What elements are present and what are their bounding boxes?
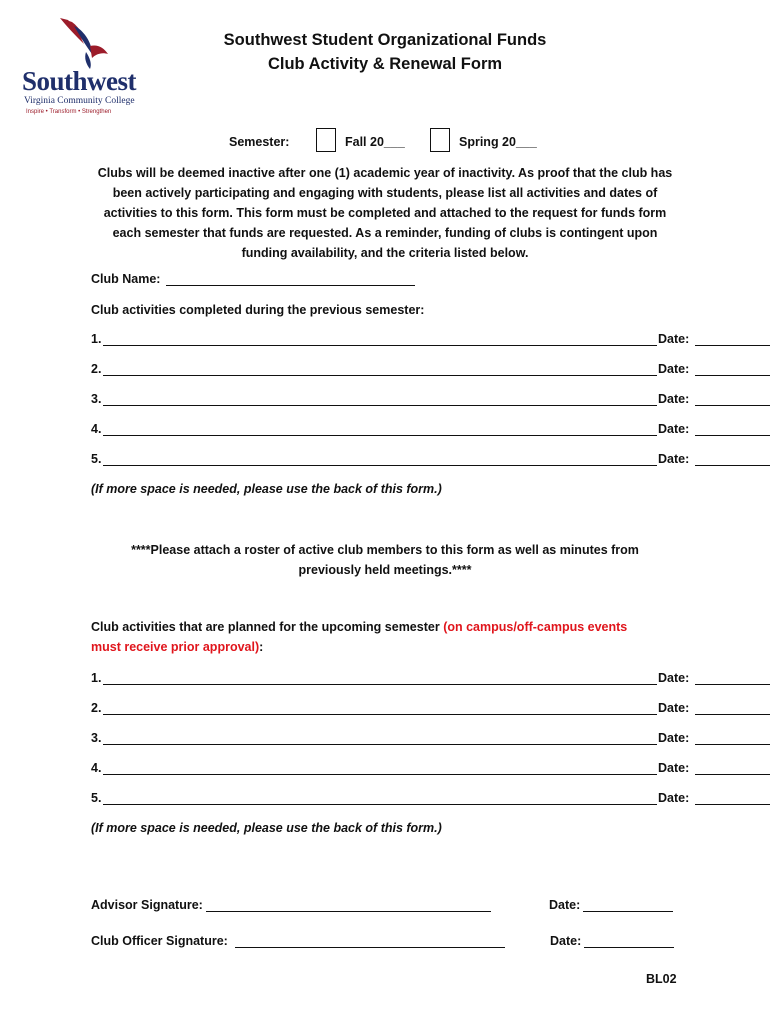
date-label: Date: xyxy=(658,761,690,775)
upcoming-activity-row xyxy=(91,671,690,689)
date-field[interactable] xyxy=(695,774,770,775)
date-label: Date: xyxy=(658,791,690,805)
date-field[interactable] xyxy=(695,714,770,715)
row-number: 1. xyxy=(91,671,102,685)
date-label: Date: xyxy=(658,362,690,376)
previous-activity-row xyxy=(91,332,690,350)
approval-notice: (on campus/off-campus events xyxy=(443,620,628,634)
date-label: Date: xyxy=(658,701,690,715)
date-label: Date: xyxy=(658,671,690,685)
activity-field[interactable] xyxy=(103,804,657,805)
date-field[interactable] xyxy=(695,744,770,745)
spring-checkbox[interactable] xyxy=(430,128,450,152)
activity-field[interactable] xyxy=(103,684,657,685)
date-label: Date: xyxy=(658,452,690,466)
previous-activity-row xyxy=(91,392,690,410)
upcoming-activity-row xyxy=(91,701,690,719)
previous-activity-row xyxy=(91,422,690,440)
date-field[interactable] xyxy=(695,345,770,346)
date-field[interactable] xyxy=(695,684,770,685)
roster-note-line2: previously held meetings.**** xyxy=(298,563,472,577)
row-number: 4. xyxy=(91,422,102,436)
row-number: 2. xyxy=(91,362,102,376)
spring-option-label: Spring 20___ xyxy=(459,135,537,149)
upcoming-space-note: (If more space is needed, please use the back of this form.) xyxy=(91,821,442,835)
previous-activities-heading: Club activities completed during the previous semester: xyxy=(91,303,425,317)
previous-activity-row xyxy=(91,452,690,470)
advisor-signature-field[interactable] xyxy=(206,911,491,912)
upcoming-activity-row xyxy=(91,731,690,749)
upcoming-heading-line2 xyxy=(91,640,263,654)
activity-field[interactable] xyxy=(103,345,657,346)
upcoming-activity-row xyxy=(91,791,690,809)
intro-paragraph: Clubs will be deemed inactive after one (1) academic year of inactivity. As proof that the club has been actively participating and engaging with students, please list all activities and dates of activities to this form. This form must be completed and attached to the request for funds form each semester that funds are requested. As a reminder, funding of clubs is contingent upon funding availability, and the criteria listed below. xyxy=(97,166,673,260)
row-number: 3. xyxy=(91,731,102,745)
row-number: 3. xyxy=(91,392,102,406)
date-field[interactable] xyxy=(695,804,770,805)
date-field[interactable] xyxy=(695,435,770,436)
advisor-signature-label: Advisor Signature: xyxy=(91,898,203,912)
activity-field[interactable] xyxy=(103,435,657,436)
roster-note-line1: ****Please attach a roster of active club members to this form as well as minutes from xyxy=(131,543,639,557)
semester-row xyxy=(0,128,770,158)
date-field[interactable] xyxy=(695,405,770,406)
date-label: Date: xyxy=(658,731,690,745)
row-number: 1. xyxy=(91,332,102,346)
previous-space-note: (If more space is needed, please use the back of this form.) xyxy=(91,482,442,496)
approval-notice-cont: must receive prior approval) xyxy=(91,640,260,654)
activity-field[interactable] xyxy=(103,465,657,466)
date-label: Date: xyxy=(658,332,690,346)
fall-option-label: Fall 20___ xyxy=(345,135,405,149)
row-number: 5. xyxy=(91,452,102,466)
activity-field[interactable] xyxy=(103,375,657,376)
logo-tagline: Inspire • Transform • Strengthen xyxy=(26,109,112,115)
upcoming-heading-text: Club activities that are planned for the upcoming semester xyxy=(91,620,440,634)
semester-label: Semester: xyxy=(229,135,290,149)
logo-subtitle: Virginia Community College xyxy=(24,96,135,106)
date-field[interactable] xyxy=(695,375,770,376)
fall-checkbox[interactable] xyxy=(316,128,336,152)
row-number: 5. xyxy=(91,791,102,805)
activity-field[interactable] xyxy=(103,405,657,406)
logo-wordmark: Southwest xyxy=(22,66,137,96)
officer-signature-field[interactable] xyxy=(235,947,505,948)
previous-activity-row xyxy=(91,362,690,380)
heading-colon: : xyxy=(259,640,264,654)
form-title: Southwest Student Organizational Funds xyxy=(223,31,547,49)
officer-date-label: Date: xyxy=(550,934,582,948)
date-label: Date: xyxy=(658,422,690,436)
row-number: 2. xyxy=(91,701,102,715)
activity-field[interactable] xyxy=(103,774,657,775)
upcoming-activities-heading xyxy=(91,620,627,634)
activity-field[interactable] xyxy=(103,714,657,715)
club-name-label: Club Name: xyxy=(91,272,161,286)
officer-date-field[interactable] xyxy=(584,947,674,948)
date-field[interactable] xyxy=(695,465,770,466)
upcoming-activity-row xyxy=(91,761,690,779)
officer-signature-label: Club Officer Signature: xyxy=(91,934,228,948)
club-name-field[interactable] xyxy=(166,285,415,286)
activity-field[interactable] xyxy=(103,744,657,745)
form-subtitle: Club Activity & Renewal Form xyxy=(267,55,503,73)
advisor-date-label: Date: xyxy=(549,898,581,912)
advisor-date-field[interactable] xyxy=(583,911,673,912)
date-label: Date: xyxy=(658,392,690,406)
row-number: 4. xyxy=(91,761,102,775)
form-code: BL02 xyxy=(646,972,677,986)
